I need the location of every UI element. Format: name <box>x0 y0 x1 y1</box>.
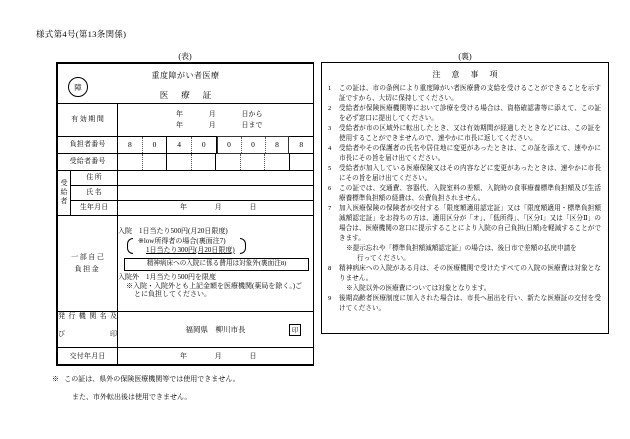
certificate-front-panel <box>56 62 314 366</box>
validity-from-month: 月 <box>208 109 216 118</box>
footnote-line-2: また、市外転出後は使用できません。 <box>72 393 192 401</box>
note-number: 6 <box>328 185 332 193</box>
certificate-subtitle: 医療証 <box>159 89 225 100</box>
validity-to-year: 年 <box>176 121 183 130</box>
validity-to-line <box>118 120 313 132</box>
payer-number-row <box>58 136 314 153</box>
payer-digit: 8 <box>299 139 304 149</box>
form-number: 様式第4号(第13条関係) <box>36 29 127 39</box>
payer-number-cells[interactable] <box>118 136 314 153</box>
list-item <box>328 294 601 314</box>
payer-digit: 8 <box>118 137 143 153</box>
recipient-digit <box>118 154 143 170</box>
caption-back: (裏) <box>458 52 472 61</box>
payer-digit: 0 <box>218 137 242 153</box>
issue-date-row <box>58 348 314 365</box>
note-text: 精神病床への入院がある月は、その医療機関で受けたすべての入院の医療費は対象となりません。 <box>339 265 601 283</box>
note-number: 1 <box>328 85 332 92</box>
note-text: 受給者やその保護者の氏名や居住地に変更があったときは、この証を添えて、速やかに市長にその旨を届け出てください。 <box>339 145 601 163</box>
note-subtext: ※入院以外の医療費については対象となります。 <box>346 285 491 293</box>
recipient-digit <box>143 154 168 170</box>
copayment-label-line1: 一部自己 <box>71 252 106 261</box>
copayment-detail <box>118 215 314 312</box>
note-subtext-cont: 行ってください。 <box>357 255 410 263</box>
recipient-birth-row <box>58 200 314 215</box>
note-text: この証では、交通費、容器代、入院室料の差額、入院時の食事療養標準負担額及び生活療養標準負担額の経費は、公費負担されません。 <box>339 185 601 203</box>
recipient-digit <box>241 154 266 170</box>
note-number: 3 <box>328 125 332 133</box>
note-number: 8 <box>328 265 332 273</box>
copay-low-income-line1: ※low所得者の場合(裏面注7) <box>138 237 226 246</box>
recipient-number-label: 受給者番号 <box>58 153 118 170</box>
issuer-block <box>118 319 313 340</box>
payer-number-label: 負担者番号 <box>58 136 118 153</box>
birth-day: 日 <box>249 203 257 212</box>
issuer-row <box>58 312 314 348</box>
caption-front: (表) <box>178 52 192 61</box>
note-text: この証は、市の条例により重度障がい者医療費の支給を受けることができることを示す証ですから、大切に保持してください。 <box>339 85 601 103</box>
note-text: 受給者が市の区域外に転出したとき、又は有効期間が経過したときなどには、この証を使用することができませんので、速やかに市長に返してください。 <box>339 125 601 143</box>
address-value[interactable] <box>118 170 314 185</box>
copay-low-income-brace <box>127 237 246 255</box>
recipient-digit <box>216 154 241 170</box>
list-item <box>328 124 601 144</box>
note-number: 9 <box>328 295 332 303</box>
birth-label: 生年月日 <box>71 200 118 215</box>
validity-from-line <box>118 108 313 120</box>
copay-psychiatric-exclusion: 精神病床への入院に係る費用は対象外(裏面注8) <box>124 258 309 271</box>
footnote-line-1 <box>52 374 240 385</box>
issue-date-value-cell[interactable] <box>118 348 314 365</box>
list-item <box>328 144 601 164</box>
recipient-side-label <box>58 170 71 215</box>
issue-date-line <box>118 352 313 361</box>
birth-year: 年 <box>180 203 187 212</box>
copay-low-income-line2: 1日当たり300円(月20日限度) <box>146 245 235 254</box>
note-number: 5 <box>328 165 332 173</box>
list-item <box>328 164 601 184</box>
note-text: 受給者が加入している医療保険又はその内容などに変更があったときは、速やかに市長にその旨を届け出てください。 <box>339 165 601 183</box>
certificate-table <box>57 63 314 365</box>
list-item <box>328 264 601 294</box>
recipient-number-row <box>58 153 314 170</box>
issue-date-label: 交付年月日 <box>58 348 118 365</box>
copay-note-line2: とに負担してください。 <box>134 290 211 299</box>
validity-label: 有効期間 <box>58 104 118 137</box>
issue-date-month: 月 <box>214 351 222 360</box>
payer-digit-grid <box>118 137 313 153</box>
birth-value-cell[interactable] <box>118 200 314 215</box>
recipient-digit <box>167 154 192 170</box>
issue-date-day: 日 <box>249 351 257 360</box>
recipient-digit <box>290 154 314 170</box>
payer-digit: 0 <box>242 137 266 153</box>
note-text: 後期高齢者医療制度に加入された場合は、市長へ届出を行い、新たな医療証の交付を受けてください。 <box>339 295 601 313</box>
name-label: 氏名 <box>71 185 118 200</box>
payer-digit: 4 <box>167 137 192 153</box>
issuer-label <box>58 312 118 348</box>
note-number: 4 <box>328 145 332 153</box>
list-item <box>328 84 601 104</box>
validity-to-month: 月 <box>208 121 216 130</box>
copay-inpatient: 入院 1日当たり500円(月20日限度) <box>118 227 228 236</box>
seal-icon: 印 <box>289 324 301 336</box>
payer-digit: 8 <box>275 139 279 149</box>
recipient-side-char: 給 <box>60 188 68 197</box>
validity-from-day: 日から <box>241 109 263 118</box>
list-item <box>328 184 601 204</box>
certificate-title: 重度障がい者医療 <box>151 70 220 80</box>
recipient-side-char: 者 <box>60 196 68 205</box>
copayment-label-line2: 負担金 <box>74 265 101 274</box>
issuer-value-cell <box>118 312 314 348</box>
issuer-label-line2: び印 <box>58 329 117 338</box>
copayment-label <box>58 215 118 312</box>
validity-from-year: 年 <box>176 109 183 118</box>
validity-to-day: 日まで <box>241 121 263 130</box>
recipient-side-char: 受 <box>60 179 68 188</box>
copay-outpatient: 入院外 1月当たり500円を限度 <box>118 272 216 281</box>
title-row <box>58 64 314 104</box>
birth-month: 月 <box>214 203 222 212</box>
footnote-text-1: この証は、県外の保険医療機関等では使用できません。 <box>64 375 240 383</box>
validity-value-cell[interactable] <box>118 104 314 137</box>
note-subtext: ※提示忘れや「標準負担額減額認定証」の場合は、後日市で差額の払戻申請を <box>346 245 577 253</box>
recipient-name-row <box>58 185 314 200</box>
notes-back-panel <box>321 62 609 334</box>
notes-list <box>322 84 608 314</box>
validity-row <box>58 104 314 137</box>
recipient-digit <box>265 154 290 170</box>
list-item <box>328 104 601 124</box>
address-label: 住所 <box>71 170 118 185</box>
note-number: 2 <box>328 105 332 113</box>
issue-date-year: 年 <box>180 351 187 360</box>
name-value[interactable] <box>118 185 314 200</box>
footnote-mark: ※ <box>52 375 59 383</box>
notes-title: 注意事項 <box>432 70 509 79</box>
copay-note-line1: ※入院・入院外とも上記金額を医療機関(薬局を除く。)ご <box>126 281 303 290</box>
payer-digit-group-highlight <box>217 136 290 154</box>
birth-line <box>118 203 313 212</box>
payer-digit: 0 <box>192 137 217 153</box>
recipient-number-cells[interactable] <box>118 153 314 170</box>
note-text: 加入医療保険の保険者が交付する「限度額適用認定証」又は「限度額適用・標準負担額減額認定証」をお持ちの方は、適用区分が「オ」、「低所得」、「区分Ⅰ」又は「区分Ⅱ」の場合は、医療機関の窓口に提示することにより入院の自己負担(日額)を軽減することができます。 <box>339 205 601 243</box>
title-cell <box>58 64 314 104</box>
issuer-label-line1: 発行機関名及 <box>58 312 117 320</box>
recipient-address-row <box>58 170 314 185</box>
copayment-row <box>58 215 314 312</box>
note-number: 7 <box>328 205 332 213</box>
payer-digit: 0 <box>143 137 168 153</box>
list-item <box>328 204 601 264</box>
note-text: 受給者が保険医療機関等において診療を受ける場合は、資格確認書等に添えて、この証を必ず窓口に提出してください。 <box>339 105 601 123</box>
recipient-digit <box>192 154 217 170</box>
recipient-digit-grid <box>118 154 313 170</box>
disability-badge-icon: 障 <box>68 77 88 97</box>
issuer-name: 福岡県 柳川市長 <box>185 324 246 334</box>
